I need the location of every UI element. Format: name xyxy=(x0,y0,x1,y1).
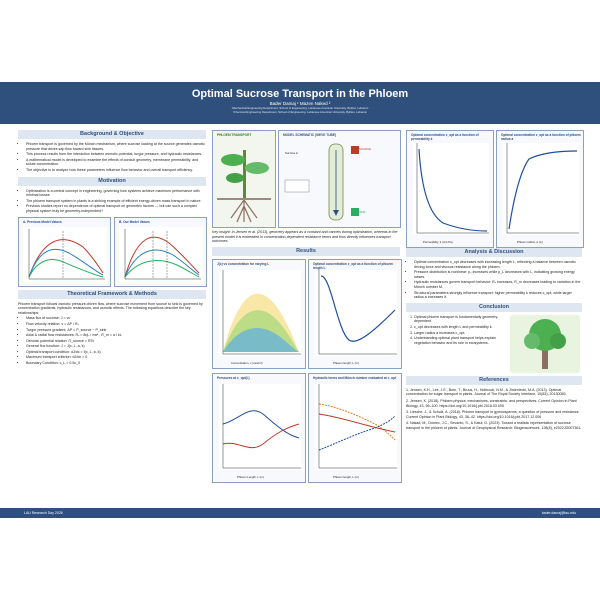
sieve-tube-diagram xyxy=(283,140,397,224)
equation: • General flux function: J = J(c, L, a, k) xyxy=(26,344,206,349)
reference-item: 3. Liesche, J., & Schulz, A. (2018). Phloem transport in gymnosperms: a question of pressure and resistance. Current Opinion in Plant Biology, 43, 36–42. https://doi.org/10.1016/j.pbi.2017.12.006 xyxy=(406,410,580,419)
plot-bg xyxy=(219,384,301,470)
panel-c-plot xyxy=(219,384,301,470)
panel-a-title: J(c) vs concentration for varying L xyxy=(217,261,270,266)
poster-header xyxy=(0,82,600,124)
motivation-bullet: • Optimization is a central concept in engineering, governing how systems achieve maximum performance with minimal losses. xyxy=(26,189,206,198)
plant-illustration xyxy=(217,140,271,224)
schematic-area xyxy=(212,130,400,228)
panel-b xyxy=(308,259,402,369)
results-title: Results xyxy=(212,247,400,256)
panel-d-title: Hydraulic terms and Münch number evaluated at c_opt xyxy=(313,375,397,380)
footer-event: LAU Research Day 2026 xyxy=(24,511,63,515)
tree-canopy xyxy=(550,333,566,349)
theory-title: Theoretical Framework & Methods xyxy=(18,290,206,299)
affiliation-1: ¹Mechanical Engineering Department, School of Engineering, Lebanese American University, Byblos, Lebanon xyxy=(231,106,369,110)
equation: • Optimal transport condition: dJ/dc = f(c, L, a, k) xyxy=(26,350,206,355)
panel-f-xlabel: Phloem radius, a (m) xyxy=(517,240,543,245)
plot-bg xyxy=(119,227,203,283)
references-title: References xyxy=(406,376,582,385)
panel-a-xlabel: Concentration, c (mol/m³) xyxy=(231,361,263,366)
panel-e-xlabel: Permeability, k (m/s·Pa) xyxy=(423,240,453,245)
conclusion-title: Conclusion xyxy=(406,303,582,312)
conclusion-item: 1. Optimal phloem transport is fundamentally geometry-dependent. xyxy=(414,315,506,324)
equation: • Axial & radial flow resistances: Rₓ = 8ηL / πa⁴ , R_m = a / kL xyxy=(26,333,206,338)
panel-c-title: Pressures at c_opt(L) xyxy=(217,375,250,380)
conclusion-item: 2. c_opt decreases with length L and permeability k. xyxy=(414,325,506,330)
key-insight-caption: Key insight: In Jensen et al. (2013), geometry appears as a constant and cancels during optimization, whereas in the present model it is embedded in concentration-dependent resistance terms and thus directly influences transport outcomes. xyxy=(212,230,398,244)
right-plots xyxy=(406,130,582,248)
panel-f xyxy=(496,130,584,248)
theory-intro: Phloem transport follows osmotic pressure-driven flow, where sucrose movement from source to sink is governed by concentration gradients, hydraulic resistances, and osmotic effects. The following equations describe the key relationships: xyxy=(18,301,203,315)
reference-item: 1. Jensen, K.H., Lee, J.E., Bohr, T., Bruus, H., Holbrook, N.M., & Zwieniecki, M.A. (2013). Optimal concentration for sugar transport in plants. Journal of The Royal Society Interface, 10(83), 20130055. xyxy=(406,387,567,397)
conclusion-item: 3. Larger radius a increases c_opt. xyxy=(414,331,506,336)
panel-a xyxy=(212,259,306,369)
plot-bg xyxy=(503,143,579,235)
background-bullet: • A mathematical model is developed to examine the effects of conduit geometry, membrane permeability, and solute concentration. xyxy=(26,158,206,167)
motivation-figures xyxy=(18,217,206,287)
references-list xyxy=(406,388,582,431)
motivation-title: Motivation xyxy=(18,177,206,186)
figure-b-title: B. Our Model Values xyxy=(119,219,150,224)
tree-canopy xyxy=(524,333,540,349)
leaf-icon xyxy=(226,173,244,183)
equation: • Flow velocity relation: v = ΔP / Rₓ xyxy=(26,322,206,327)
sink-marker xyxy=(351,208,359,216)
motivation-bullet: • The phloem transport system in plants is a striking example of efficient energy-driven mass transport in nature. xyxy=(26,199,206,204)
footer-email[interactable]: bader.damaj@lau.edu xyxy=(541,511,576,515)
figure-our-model xyxy=(114,217,207,287)
figure-previous-model xyxy=(18,217,111,287)
panel-e-plot xyxy=(413,143,489,235)
reference-item: 4. Nakad, M., Domec, J.C., Sevanto, S., & Katul, G. (2023). Toward a realistic representation of sucrose transport in the phloem of plants. Journal of Geophysical Research: Biogeosciences, 128(8), e2022JG007361. xyxy=(406,421,582,430)
panel-a-plot xyxy=(219,270,301,356)
motivation-bullet: • Previous studies report no dependence of optimal transport on geometric factors — but can such a complex physical system truly be geometry-independent? xyxy=(26,204,206,213)
panel-f-plot xyxy=(503,143,579,235)
analysis-bullet: • Optimal concentration c_opt decreases with increasing length L, reflecting a balance between osmotic driving force and viscous resistance along the phloem. xyxy=(414,260,582,269)
panel-e-title: Optimal concentration c_opt as a function of permeability k xyxy=(411,133,479,141)
roots-icon xyxy=(231,200,257,222)
panel-f-title: Optimal concentration c_opt as a function of phloem radius a xyxy=(501,133,581,141)
analysis-title: Analysis & Discussion xyxy=(406,248,582,257)
sink-label: SINK xyxy=(359,210,366,214)
background-bullet: • Phloem transport is governed by the Münch mechanism, where sucrose loading at the source generates osmotic pressure that drives sap flow toward sink tissues. xyxy=(26,142,206,151)
phloem-transport-title: PHLOEM TRANSPORT xyxy=(217,133,252,137)
analysis-bullet: • Hydraulic resistances govern transport behavior: Rₓ increases, R_m decreases leading to variation in the Münch number M. xyxy=(414,280,582,289)
legend-box xyxy=(285,180,309,192)
panel-c-xlabel: Phloem Length, L (m) xyxy=(237,475,264,480)
model-schematic-title: MODEL SCHEMATIC (SIEVE TUBE) xyxy=(283,133,337,137)
analysis-bullet: • Pressure distribution is nonlinear: p₀ increases while p_L decreases with L, indicating growing energy losses. xyxy=(414,270,582,279)
source-marker xyxy=(351,146,359,154)
poster-footer xyxy=(0,508,600,518)
panel-b-xlabel: Phloem length, L (m) xyxy=(333,361,359,366)
conclusion-item: 4. Understanding optimal plant transport helps explain vegetation behavior and its role in ecosystems. xyxy=(414,336,506,345)
background-list xyxy=(18,142,206,173)
panel-b-plot xyxy=(315,270,397,356)
conclusion-area xyxy=(406,315,582,373)
analysis-bullet: • Structural parameters strongly influence transport: higher permeability k reduces c_opt, while larger radius a increases it. xyxy=(414,291,582,300)
panel-e xyxy=(406,130,494,248)
panel-d xyxy=(308,373,402,483)
background-bullet: • The objective is to analyze how these parameters influence flow behavior and overall transport efficiency. xyxy=(26,168,206,173)
analysis-list xyxy=(406,260,582,300)
results-grid xyxy=(212,259,400,489)
reference-item: 2. Jensen, K. (2018). Phloem physics: mechanisms, constraints, and perspectives. Current Opinion in Plant Biology, 43, 96–100. https://doi.org/10.1016/j.pbi.2018.03.005 xyxy=(406,398,577,408)
equation: • Mass flux of sucrose: J = vc xyxy=(26,316,206,321)
figure-b-plot xyxy=(119,227,203,283)
source-label: SOURCE xyxy=(359,147,371,151)
conclusion-list xyxy=(406,315,506,347)
model-schematic-panel xyxy=(278,130,401,228)
leaf-icon xyxy=(221,154,245,166)
background-bullet: • This process results from the interaction between osmotic potential, turgor pressure, and hydraulic resistances. xyxy=(26,152,206,157)
phloem-transport-panel xyxy=(212,130,276,228)
poster-title: Optimal Sucrose Transport in the Phloem xyxy=(191,88,409,100)
column-left xyxy=(18,130,206,505)
equation: • Osmotic potential relation: Π_source = RTc xyxy=(26,339,206,344)
figure-a-plot xyxy=(23,227,107,283)
equation: • Boundary Condition: c_L = 0.5c_0 xyxy=(26,361,206,366)
affiliation-2: ²Chemical Engineering Department, School of Engineering, Lebanese American University, Byblos, Lebanon xyxy=(232,109,368,114)
plot-bg xyxy=(315,384,397,470)
equation: • Turgor pressure gradient: ΔP = P_source − P_sink xyxy=(26,328,206,333)
panel-c xyxy=(212,373,306,483)
sucrose-in-label: Sucrose in xyxy=(285,151,299,155)
panel-b-title: Optimal concentration c_opt as a function of phloem length L xyxy=(313,261,393,270)
tree-illustration-icon xyxy=(510,315,580,373)
panel-d-xlabel: Phloem length, L (m) xyxy=(333,475,359,480)
column-right xyxy=(406,130,582,505)
motivation-list xyxy=(18,189,206,214)
soil-line xyxy=(217,198,271,200)
background-title: Background & Objective xyxy=(18,130,206,139)
poster-authors: Bader Damaj ¹ Mazen Naked ² xyxy=(269,101,331,106)
column-middle xyxy=(212,130,400,505)
leaf-icon xyxy=(245,162,269,174)
figure-a-title: A. Previous Model Values xyxy=(23,219,62,224)
panel-d-plot xyxy=(315,384,397,470)
equation-list xyxy=(18,316,206,365)
equation: • Maximum transport criterion: dJ/dc = 0 xyxy=(26,355,206,360)
